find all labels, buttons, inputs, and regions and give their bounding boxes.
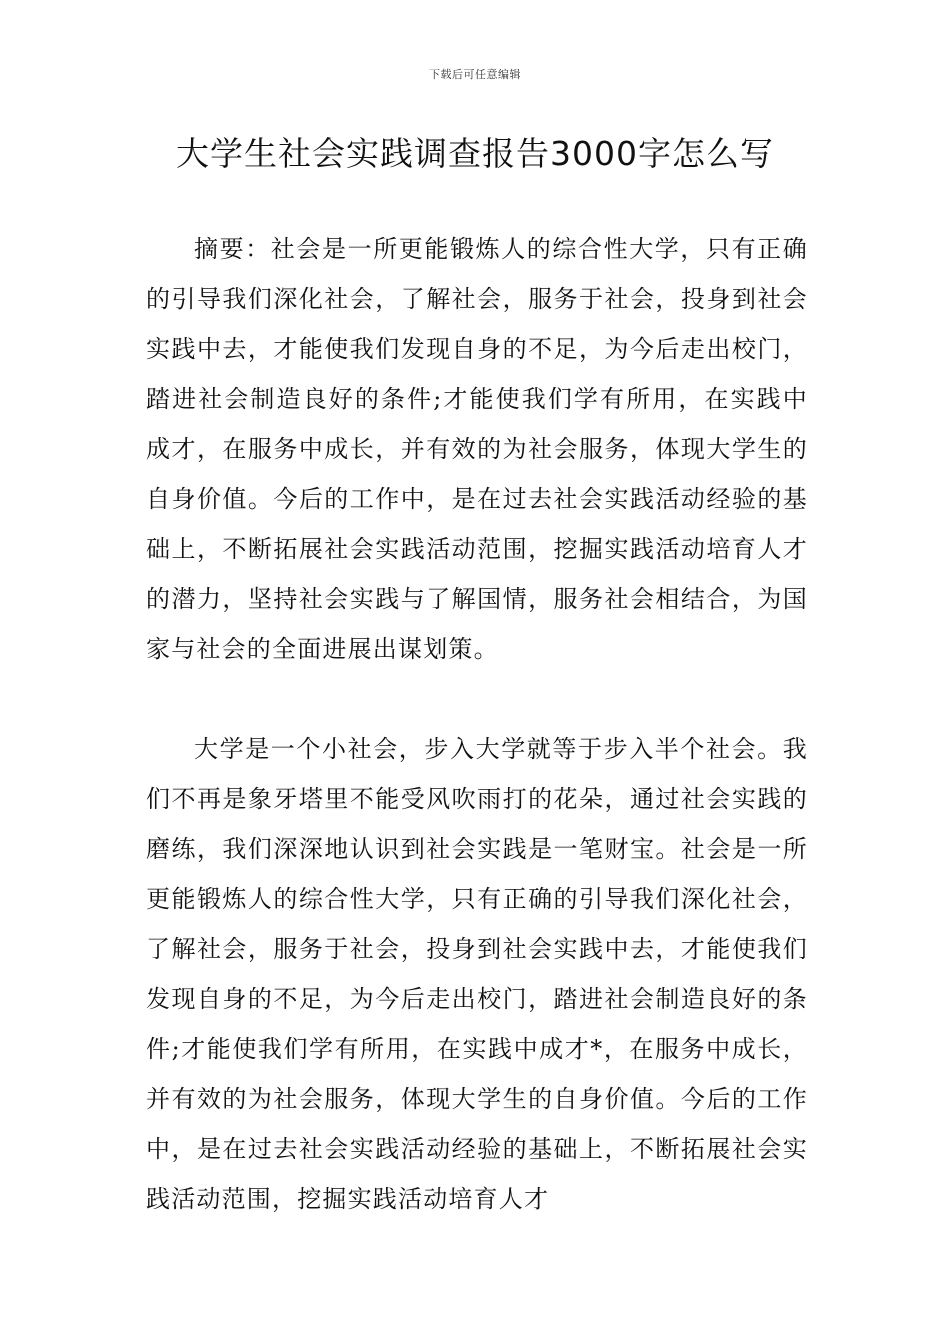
document-title: 大学生社会实践调查报告3000字怎么写	[176, 134, 774, 173]
body-paragraph: 大学是一个小社会，步入大学就等于步入半个社会。我们不再是象牙塔里不能受风吹雨打的花朵，通过社会实践的磨练，我们深深地认识到社会实践是一笔财宝。社会是一所更能锻炼人的综合性大学，只有正确的引导我们深化社会，了解社会，服务于社会，投身到社会实践中去，才能使我们发现自身的不足，为今后走出校门，踏进社会制造良好的条件;才能使我们学有所用，在实践中成才*，在服务中成长，并有效的为社会服务，体现大学生的自身价值。今后的工作中，是在过去社会实践活动经验的基础上，不断拓展社会实践活动范围，挖掘实践活动培育人才	[146, 735, 808, 1213]
header-note: 下载后可任意编辑	[429, 68, 521, 81]
abstract-paragraph: 摘要：社会是一所更能锻炼人的综合性大学，只有正确的引导我们深化社会，了解社会，服务于社会，投身到社会实践中去，才能使我们发现自身的不足，为今后走出校门，踏进社会制造良好的条件;才能使我们学有所用，在实践中成才，在服务中成长，并有效的为社会服务，体现大学生的自身价值。今后的工作中，是在过去社会实践活动经验的基础上，不断拓展社会实践活动范围，挖掘实践活动培育人才的潜力，坚持社会实践与了解国情，服务社会相结合，为国家与社会的全面进展出谋划策。	[146, 235, 808, 663]
